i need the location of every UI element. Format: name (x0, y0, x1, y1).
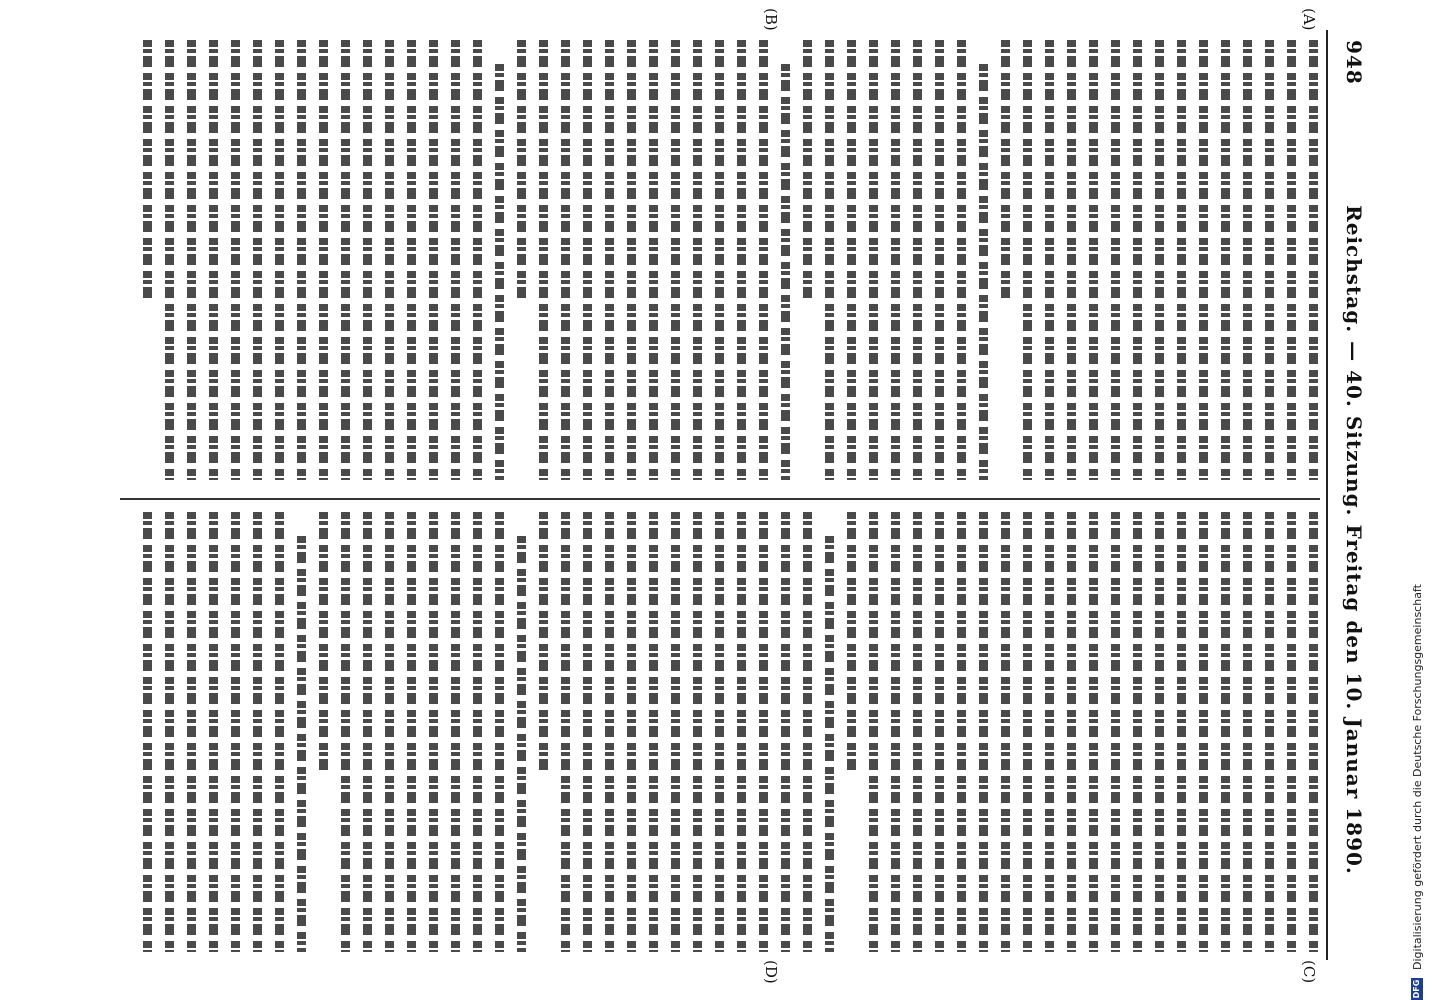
text-line (781, 512, 790, 952)
text-line (231, 40, 240, 480)
text-line (1177, 40, 1186, 480)
text-line (1199, 512, 1208, 952)
text-line (253, 40, 262, 480)
text-line (187, 40, 196, 480)
text-line (429, 40, 438, 480)
text-line (649, 512, 658, 952)
text-line (165, 512, 174, 952)
text-line (1309, 40, 1318, 480)
text-line (737, 40, 746, 480)
text-line (1155, 40, 1164, 480)
text-line (1155, 512, 1164, 952)
text-line (715, 512, 724, 952)
text-line (847, 512, 856, 776)
left-column (118, 40, 1318, 480)
running-head: Reichstag. — 40. Sitzung. Freitag den 10. Januar 1890. (1342, 205, 1366, 875)
text-line (869, 40, 878, 480)
margin-mark-b: (B) (762, 8, 780, 31)
text-line (1067, 40, 1076, 480)
text-line (1045, 40, 1054, 480)
text-line (627, 40, 636, 480)
text-line (583, 40, 592, 480)
text-line (605, 512, 614, 952)
text-line (1265, 40, 1274, 480)
text-line (1023, 512, 1032, 952)
text-line (1287, 40, 1296, 480)
text-line (715, 40, 724, 480)
text-line (209, 40, 218, 480)
text-line (1067, 512, 1076, 952)
text-line (935, 40, 944, 480)
text-line (297, 536, 306, 952)
text-line (473, 512, 482, 952)
text-line (385, 40, 394, 480)
text-line (979, 512, 988, 952)
text-line (1221, 512, 1230, 952)
text-line (803, 512, 812, 952)
text-line (407, 512, 416, 952)
text-line (297, 40, 306, 480)
text-line (979, 64, 988, 480)
text-line (759, 512, 768, 952)
text-line (1089, 512, 1098, 952)
text-line (385, 512, 394, 952)
margin-mark-d: (D) (762, 960, 780, 984)
page-number: 948 (1342, 40, 1366, 85)
text-line (1177, 512, 1186, 952)
text-line (693, 40, 702, 480)
text-line (913, 512, 922, 952)
text-line (1111, 40, 1120, 480)
text-line (1265, 512, 1274, 952)
text-line (1309, 512, 1318, 952)
text-line (209, 512, 218, 952)
text-line (341, 512, 350, 952)
text-line (1287, 512, 1296, 952)
text-line (1111, 512, 1120, 952)
text-line (1199, 40, 1208, 480)
text-line (1133, 40, 1142, 480)
text-line (253, 512, 262, 952)
credit-text: Digitalisierung gefördert durch die Deutsche Forschungsgemeinschaft (1410, 584, 1424, 970)
text-line (1089, 40, 1098, 480)
text-line (231, 512, 240, 952)
text-line (363, 40, 372, 480)
text-line (319, 512, 328, 776)
text-line (1001, 40, 1010, 304)
text-line (429, 512, 438, 952)
text-line (825, 536, 834, 952)
digitization-credit (1408, 0, 1426, 1000)
text-line (451, 512, 460, 952)
text-line (957, 512, 966, 952)
text-line (495, 512, 504, 952)
dfg-logo: DFG (1412, 979, 1421, 999)
margin-mark-a: (A) (1300, 8, 1318, 31)
text-line (275, 40, 284, 480)
running-header (1332, 40, 1372, 960)
text-line (583, 512, 592, 952)
text-line (341, 40, 350, 480)
text-line (319, 40, 328, 480)
text-line (165, 40, 174, 480)
text-line (187, 512, 196, 952)
text-line (803, 40, 812, 304)
text-line (143, 512, 152, 952)
text-line (1243, 40, 1252, 480)
text-line (935, 512, 944, 952)
text-line (473, 40, 482, 480)
text-line (781, 64, 790, 480)
text-line (891, 512, 900, 952)
text-line (561, 40, 570, 480)
text-line (451, 40, 460, 480)
text-line (407, 40, 416, 480)
text-line (539, 40, 548, 480)
text-line (517, 40, 526, 304)
right-column (118, 512, 1318, 952)
text-line (847, 40, 856, 480)
text-line (891, 40, 900, 480)
text-line (495, 64, 504, 480)
text-line (517, 536, 526, 952)
text-line (649, 40, 658, 480)
text-line (825, 40, 834, 480)
text-line (913, 40, 922, 480)
text-line (539, 512, 548, 776)
text-line (1243, 512, 1252, 952)
text-line (869, 512, 878, 952)
text-line (1023, 40, 1032, 480)
text-line (1221, 40, 1230, 480)
margin-mark-c: (C) (1300, 960, 1318, 984)
text-line (671, 512, 680, 952)
column-divider (120, 498, 1320, 500)
header-rule (1326, 30, 1328, 960)
text-line (627, 512, 636, 952)
text-line (671, 40, 680, 480)
text-line (605, 40, 614, 480)
text-line (1001, 512, 1010, 952)
text-line (1133, 512, 1142, 952)
text-line (693, 512, 702, 952)
text-line (363, 512, 372, 952)
text-line (737, 512, 746, 952)
text-line (275, 512, 284, 952)
text-line (1045, 512, 1054, 952)
text-line (143, 40, 152, 304)
text-line (759, 40, 768, 480)
text-line (561, 512, 570, 952)
text-line (957, 40, 966, 480)
